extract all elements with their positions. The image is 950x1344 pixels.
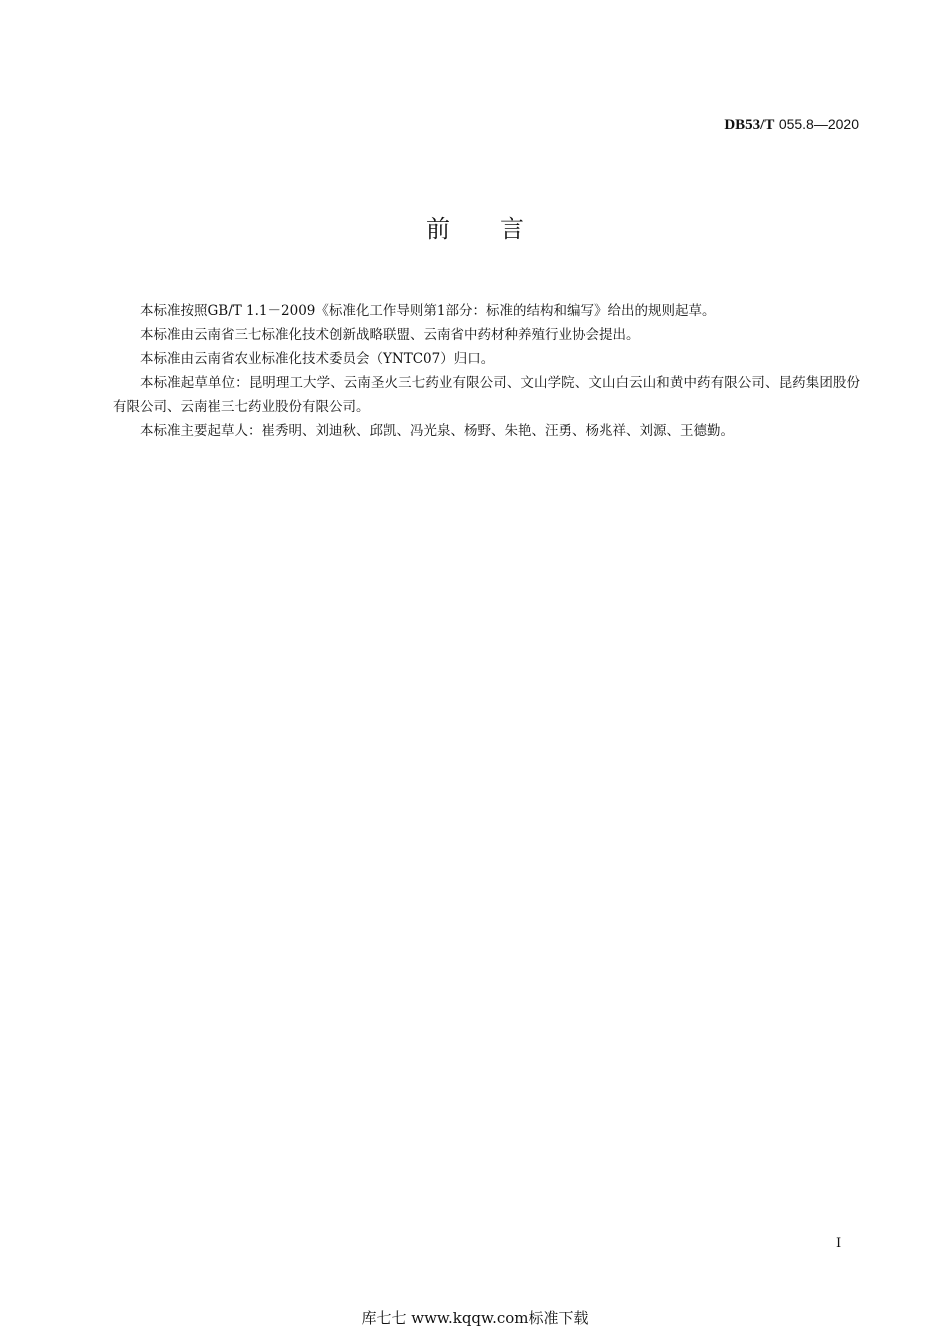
paragraph-drafters: 本标准主要起草人：崔秀明、刘迪秋、邱凯、冯光泉、杨野、朱艳、汪勇、杨兆祥、刘源、王德勤。 xyxy=(140,423,734,439)
footer-watermark: 库七七 www.kqqw.com标准下载 xyxy=(361,1309,589,1327)
standard-code xyxy=(724,115,859,134)
paragraph-centralized-unit: 本标准由云南省农业标准化技术委员会（YNTC07）归口。 xyxy=(140,351,495,367)
paragraph-drafting-units: 本标准起草单位：昆明理工大学、云南圣火三七药业有限公司、文山学院、文山白云山和黄中药有限公司、昆药集团股份有限公司、云南崔三七药业股份有限公司。 xyxy=(113,375,860,415)
paragraph-drafting-rules: 本标准按照GB/T 1.1－2009《标准化工作导则第1部分：标准的结构和编写》给出的规则起草。 xyxy=(140,303,716,319)
standard-code-number: 055.8—2020 xyxy=(778,116,859,132)
page-title-char-1: 前 xyxy=(426,215,450,243)
foreword-body xyxy=(113,299,860,443)
standard-code-prefix: DB53/T xyxy=(724,117,775,133)
page-number: I xyxy=(836,1236,842,1251)
paragraph-proposer: 本标准由云南省三七标准化技术创新战略联盟、云南省中药材种养殖行业协会提出。 xyxy=(140,327,640,343)
page-title-char-2: 言 xyxy=(500,215,524,243)
page-title xyxy=(0,214,950,244)
